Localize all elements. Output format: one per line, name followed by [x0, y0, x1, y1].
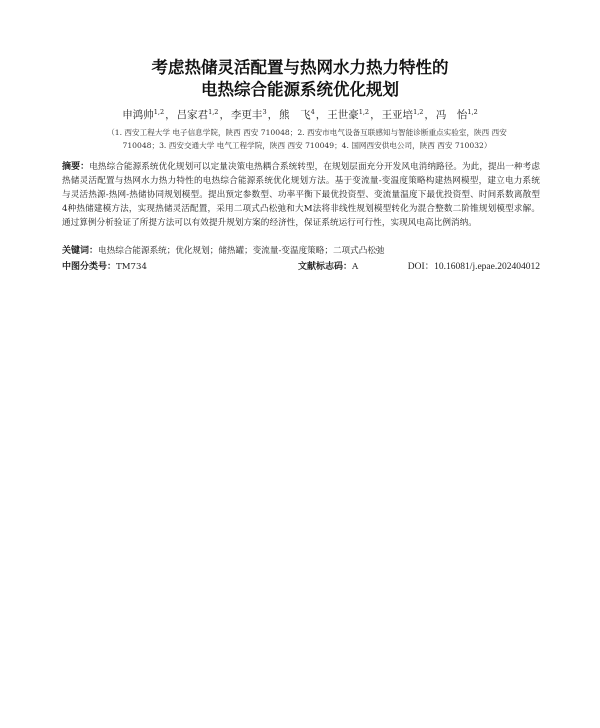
clc-number [62, 260, 147, 274]
paper-title-line-1: 考虑热储灵活配置与热网水力热力特性的 [151, 58, 449, 77]
affiliation-line-1: （1. 西安工程大学 电子信息学院，陕西 西安 710048；2. 西安市电气设备互联感知与智能诊断重点实验室，陕西 西安 [107, 128, 507, 137]
author: 冯 怡$^{1,2}$ [435, 108, 478, 121]
author: 李更丰$^3$ [230, 108, 267, 121]
paper-title-line-2: 电热综合能源系统优化规划 [201, 80, 399, 99]
author: 吕家君$^{1,2}$ [176, 108, 219, 121]
abstract-label: 摘要： [62, 162, 90, 172]
clc-value: TM734 [116, 262, 147, 272]
author: 王世豪$^{1,2}$ [327, 108, 370, 121]
clc-label: 中图分类号： [62, 262, 117, 272]
keywords-label: 关键词： [62, 246, 99, 256]
abstract-text: 电热综合能源系统优化规划可以定量决策电热耦合系统转型，在规划层面充分开发风电消纳路径。为此，提出一种考虑热储灵活配置与热网水力热力特性的电热综合能源系统优化规划方法。基于变流量-变温度策略构建热网模型，建立电力系统与灵活热源-热网-热储协同规划模型。提出预定参数型、功率平衡下最优投资型、变流量温度下最优投资型、时间系数离散型4种热储建模方法，实现热储灵活配置，采用二项式凸松弛和大M法将非线性规划模型转化为混合整数二阶锥规划模型求解。通过算例分析验证了所提方法可以有效提升规划方案的经济性，保证系统运行可行性，实现风电高比例消纳。 [62, 162, 540, 228]
author-list: 申鸿帅$^{1,2}$，吕家君$^{1,2}$，李更丰$^3$，熊 飞$^4$，王世豪$^{1,2}$，王亚培$^{1,2}$，冯 怡$^{1,2}$ [122, 108, 478, 121]
doc-code-label: 文献标志码： [298, 262, 353, 272]
author: 王亚培$^{1,2}$ [381, 108, 424, 121]
classification-row [62, 260, 540, 274]
doc-code-value: A [352, 262, 359, 272]
document-code [298, 260, 358, 274]
affiliation-line-2: 710048；3. 西安交通大学 电气工程学院，陕西 西安 710049；4. 国网西安供电公司，陕西 西安 710032） [122, 141, 492, 150]
author: 熊 飞$^4$ [279, 108, 315, 121]
author: 申鸿帅$^{1,2}$ [122, 108, 165, 121]
keywords-text: 电热综合能源系统；优化规划；储热罐；变流量-变温度策略；二项式凸松弛 [98, 246, 385, 256]
doi: DOI：10.16081/j.epae.202404012 [407, 262, 540, 272]
abstract [62, 161, 540, 231]
keywords [62, 245, 540, 258]
